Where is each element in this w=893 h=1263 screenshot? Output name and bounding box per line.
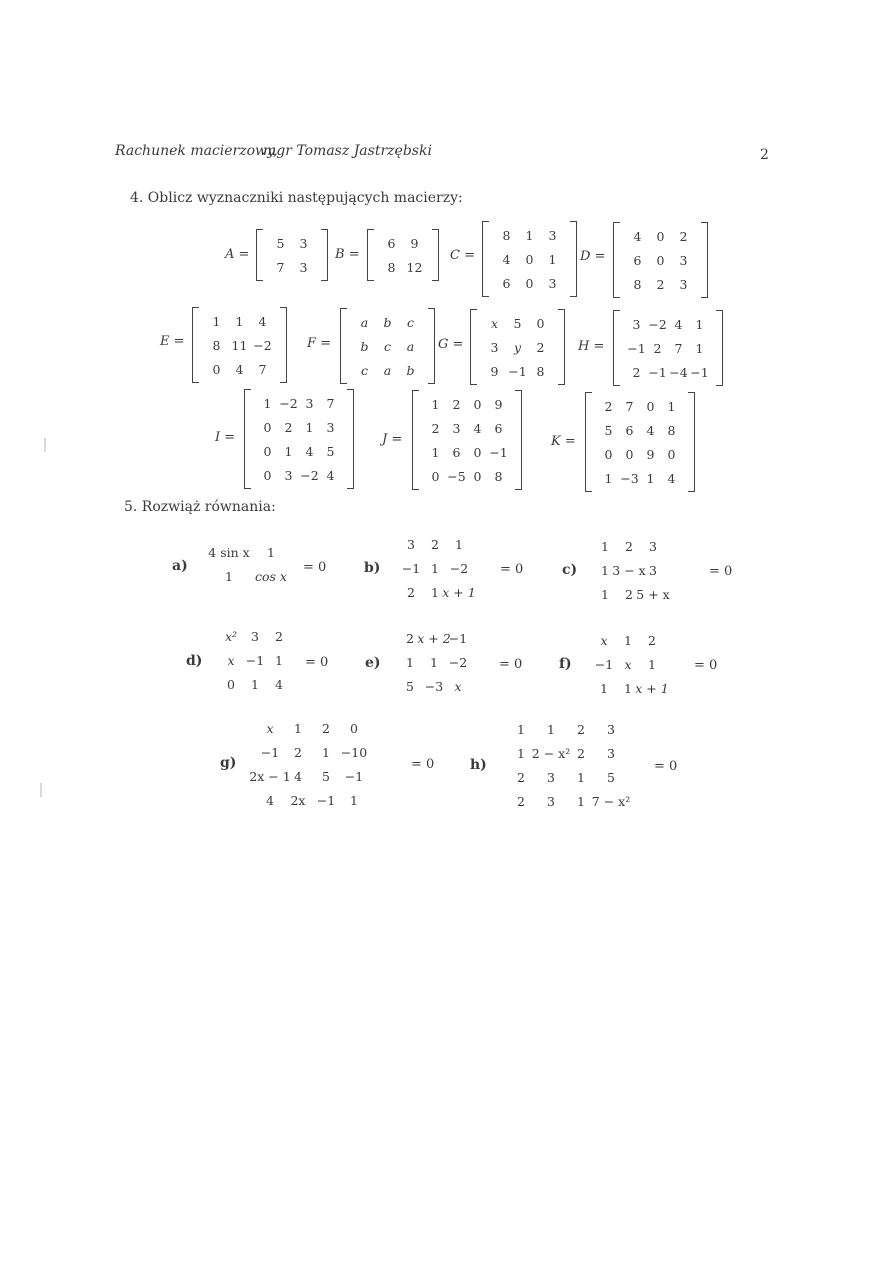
- matrix-entry: −1: [344, 768, 364, 784]
- matrix-entry: −1: [401, 560, 421, 576]
- matrix-entry: −2: [279, 395, 298, 411]
- matrix-label-a: A =: [225, 247, 250, 262]
- matrix-entries: [477, 309, 558, 385]
- matrix-entry: 2: [577, 745, 585, 761]
- matrix-entry: 6: [494, 420, 503, 436]
- matrix-entry: −1: [489, 444, 508, 460]
- matrix-entry: −10: [340, 744, 368, 760]
- matrix-entry: 9: [494, 396, 503, 412]
- matrix-entry: 1: [267, 544, 275, 560]
- matrix-entry: 6: [502, 275, 511, 291]
- matrix-entry: 0: [431, 468, 440, 484]
- bracket-left: [412, 390, 419, 490]
- matrix-g: [470, 309, 565, 385]
- matrix-entry: 9: [490, 363, 499, 379]
- matrix-entry: 3: [407, 536, 415, 552]
- matrix-entry: 1: [577, 769, 585, 785]
- matrix-entry: 9: [646, 446, 655, 462]
- equation-label-b: b): [364, 560, 381, 576]
- matrix-entry: x + 2: [417, 630, 451, 646]
- matrix-entry: 3: [548, 275, 557, 291]
- matrix-entry: 2: [632, 364, 641, 380]
- bracket-left: [340, 308, 347, 384]
- bracket-left: [256, 229, 263, 281]
- matrix-entry: 3: [251, 628, 259, 644]
- matrix-entry: 4: [473, 420, 482, 436]
- matrix-entry: x + 1: [442, 584, 476, 600]
- matrix-label-e: E =: [160, 334, 185, 349]
- matrix-entries: [347, 308, 428, 384]
- matrix-entry: 3: [305, 395, 314, 411]
- matrix-entry: 2: [536, 339, 545, 355]
- matrix-entry: 4: [235, 361, 244, 377]
- bracket-right: [515, 390, 522, 490]
- matrix-entries: [489, 221, 570, 297]
- matrix-entries: [393, 530, 477, 606]
- matrix-entry: 8: [536, 363, 545, 379]
- matrix-entry: 4: [258, 313, 267, 329]
- equation-label-h: h): [470, 757, 487, 773]
- matrix-entries: [620, 222, 701, 298]
- matrix-entry: 3 − x: [612, 562, 646, 578]
- matrix-entry: 4: [667, 470, 676, 486]
- matrix-entry: 12: [406, 259, 423, 275]
- matrix-entries: [251, 389, 347, 489]
- matrix-entry: 8: [667, 422, 676, 438]
- matrix-entry: 0: [525, 251, 534, 267]
- matrix-entry: 4: [305, 443, 314, 459]
- bracket-left: [482, 221, 489, 297]
- matrix-entry: −1: [316, 792, 336, 808]
- matrix-entry: 9: [410, 235, 419, 251]
- task5-heading: 5. Rozwiąż równania:: [124, 499, 276, 515]
- matrix-entry: 4: [674, 316, 683, 332]
- matrix-entry: 1: [275, 652, 283, 668]
- bracket-right: [428, 308, 435, 384]
- matrix-entry: 1: [667, 398, 676, 414]
- matrix-entry: 0: [263, 467, 272, 483]
- matrix-entry: x: [490, 315, 499, 331]
- matrix-entry: 3: [452, 420, 461, 436]
- equals-zero: = 0: [694, 658, 718, 673]
- matrix-entry: 1: [430, 654, 438, 670]
- matrix-entry: 4 sin x: [208, 544, 250, 560]
- bracket-right: [432, 229, 439, 281]
- determinant-h: [500, 715, 632, 815]
- matrix-entry: 0: [473, 396, 482, 412]
- matrix-entry: 1: [431, 560, 439, 576]
- matrix-entry: 5: [322, 768, 330, 784]
- matrix-entry: 0: [525, 275, 534, 291]
- matrix-entry: 1: [431, 396, 440, 412]
- matrix-entry: 1: [225, 568, 233, 584]
- bracket-left: [192, 307, 199, 383]
- matrix-entry: 1: [212, 313, 221, 329]
- matrix-entry: 1: [525, 227, 534, 243]
- equation-label-e: e): [365, 655, 381, 671]
- matrix-entry: b: [383, 314, 392, 330]
- matrix-entry: 1: [284, 443, 293, 459]
- matrix-entry: 8: [502, 227, 511, 243]
- matrix-entry: −2: [448, 654, 468, 670]
- equation-label-f: f): [559, 656, 572, 672]
- matrix-entry: 0: [227, 676, 235, 692]
- scan-mark: [40, 783, 42, 797]
- determinant-g: [250, 714, 374, 814]
- matrix-entry: c: [360, 362, 368, 378]
- bracket-right: [558, 309, 565, 385]
- matrix-entry: 2: [431, 420, 440, 436]
- determinant-f: [586, 626, 670, 702]
- matrix-entry: 3: [299, 235, 308, 251]
- matrix-label-c: C =: [450, 248, 475, 263]
- matrix-entries: [392, 624, 476, 700]
- matrix-entry: 1: [431, 584, 439, 600]
- matrix-entry: x: [624, 656, 632, 672]
- matrix-entry: 1: [600, 680, 608, 696]
- matrix-entry: 6: [452, 444, 461, 460]
- matrix-entry: 2x − 1: [249, 768, 291, 784]
- matrix-entry: 8: [494, 468, 503, 484]
- bracket-left: [613, 310, 620, 386]
- matrix-a: [256, 229, 328, 281]
- matrix-entry: 5: [513, 315, 522, 331]
- matrix-entry: 2: [431, 536, 439, 552]
- matrix-entry: 1: [350, 792, 358, 808]
- matrix-entry: 0: [625, 446, 634, 462]
- matrix-entry: x: [266, 720, 274, 736]
- matrix-entry: 0: [473, 444, 482, 460]
- bracket-left: [367, 229, 374, 281]
- matrix-label-h: H =: [578, 339, 605, 354]
- matrix-label-f: F =: [307, 336, 332, 351]
- matrix-entry: 0: [263, 443, 272, 459]
- matrix-entry: 7: [276, 259, 285, 275]
- equals-zero: = 0: [305, 655, 329, 670]
- matrix-entry: −2: [449, 560, 469, 576]
- matrix-entries: [213, 622, 297, 698]
- matrix-entry: 3: [284, 467, 293, 483]
- matrix-entry: 2x: [290, 792, 306, 808]
- matrix-entry: x: [454, 678, 462, 694]
- matrix-entry: −2: [300, 467, 319, 483]
- matrix-entry: 1: [624, 680, 632, 696]
- equation-label-a: a): [172, 558, 188, 574]
- matrix-entry: 3: [548, 227, 557, 243]
- matrix-b: [367, 229, 439, 281]
- equals-zero: = 0: [303, 560, 327, 575]
- matrix-entry: 1: [305, 419, 314, 435]
- matrix-entry: 2: [577, 721, 585, 737]
- matrix-entry: 0: [656, 228, 665, 244]
- matrix-entry: 2: [275, 628, 283, 644]
- matrix-entry: 11: [231, 337, 248, 353]
- scan-mark: [44, 438, 46, 452]
- matrix-entry: 1: [577, 793, 585, 809]
- matrix-entry: 1: [601, 562, 609, 578]
- matrix-entry: 4: [502, 251, 511, 267]
- document-title: Rachunek macierzowy,: [115, 143, 278, 159]
- matrix-entries: [592, 392, 688, 492]
- matrix-entry: 0: [667, 446, 676, 462]
- matrix-entry: 2 − x²: [531, 745, 571, 761]
- matrix-entry: 2: [648, 632, 656, 648]
- bracket-right: [347, 389, 354, 489]
- bracket-right: [570, 221, 577, 297]
- matrix-entry: 1: [646, 470, 655, 486]
- matrix-entry: 3: [547, 793, 555, 809]
- matrix-entry: a: [406, 338, 415, 354]
- matrix-entry: 4: [294, 768, 302, 784]
- matrix-entry: −1: [245, 652, 265, 668]
- matrix-entry: 7: [258, 361, 267, 377]
- matrix-e: [192, 307, 287, 383]
- equals-zero: = 0: [709, 564, 733, 579]
- matrix-entry: 2: [406, 630, 414, 646]
- matrix-label-j: J =: [382, 432, 403, 447]
- matrix-entry: 5: [607, 769, 615, 785]
- matrix-entry: x + 1: [635, 680, 669, 696]
- matrix-entry: 3: [607, 721, 615, 737]
- matrix-entry: 1: [322, 744, 330, 760]
- bracket-right: [321, 229, 328, 281]
- matrix-entry: 1: [695, 340, 704, 356]
- matrix-entry: 0: [656, 252, 665, 268]
- matrix-entry: 5: [604, 422, 613, 438]
- matrix-entry: 1: [601, 538, 609, 554]
- matrix-entry: 3: [607, 745, 615, 761]
- matrix-entries: [199, 307, 280, 383]
- equation-label-g: g): [220, 755, 237, 771]
- bracket-right: [280, 307, 287, 383]
- matrix-entry: 1: [235, 313, 244, 329]
- matrix-entry: b: [360, 338, 369, 354]
- matrix-entry: 1: [517, 745, 525, 761]
- matrix-entry: 7: [674, 340, 683, 356]
- determinant-e: [392, 624, 476, 700]
- matrix-entry: b: [406, 362, 415, 378]
- matrix-entry: 5: [276, 235, 285, 251]
- matrix-entry: 0: [536, 315, 545, 331]
- matrix-entry: 5: [406, 678, 414, 694]
- determinant-b: [393, 530, 477, 606]
- matrix-entry: 1: [604, 470, 613, 486]
- matrix-entry: −4: [669, 364, 688, 380]
- matrix-entry: 8: [633, 276, 642, 292]
- matrix-entry: 2: [604, 398, 613, 414]
- matrix-entry: a: [360, 314, 369, 330]
- matrix-entry: 2: [517, 793, 525, 809]
- matrix-c: [482, 221, 577, 297]
- equals-zero: = 0: [654, 759, 678, 774]
- matrix-entry: 5: [326, 443, 335, 459]
- determinant-a: [202, 538, 298, 590]
- determinant-d: [213, 622, 297, 698]
- matrix-entry: 1: [695, 316, 704, 332]
- bracket-left: [470, 309, 477, 385]
- matrix-entry: −1: [627, 340, 646, 356]
- bracket-right: [688, 392, 695, 492]
- matrix-entry: 2: [625, 586, 633, 602]
- matrix-entry: 2: [625, 538, 633, 554]
- matrix-entry: −2: [253, 337, 272, 353]
- bracket-right: [716, 310, 723, 386]
- matrix-entry: −1: [648, 364, 667, 380]
- matrix-j: [412, 390, 522, 490]
- matrix-entry: 7: [625, 398, 634, 414]
- matrix-entry: 3: [679, 276, 688, 292]
- matrix-h: [613, 310, 723, 386]
- matrix-entry: 1: [601, 586, 609, 602]
- matrix-entry: 2: [452, 396, 461, 412]
- matrix-entry: x²: [224, 628, 238, 644]
- matrix-entry: 1: [517, 721, 525, 737]
- matrix-entry: 0: [350, 720, 358, 736]
- matrix-entry: 1: [547, 721, 555, 737]
- matrix-entry: 1: [548, 251, 557, 267]
- matrix-entry: 3: [632, 316, 641, 332]
- matrix-entry: 3: [299, 259, 308, 275]
- matrix-d: [613, 222, 708, 298]
- determinant-c: [587, 532, 671, 608]
- matrix-entry: 6: [625, 422, 634, 438]
- matrix-entries: [587, 532, 671, 608]
- bracket-right: [701, 222, 708, 298]
- matrix-entry: 2: [407, 584, 415, 600]
- matrix-entry: 3: [326, 419, 335, 435]
- matrix-entry: 3: [649, 562, 657, 578]
- bracket-left: [244, 389, 251, 489]
- matrix-f: [340, 308, 435, 384]
- matrix-entries: [586, 626, 670, 702]
- matrix-label-d: D =: [580, 249, 606, 264]
- matrix-entry: 1: [251, 676, 259, 692]
- matrix-entry: 1: [406, 654, 414, 670]
- matrix-entry: −3: [620, 470, 639, 486]
- matrix-entry: −1: [260, 744, 280, 760]
- matrix-entry: −1: [448, 630, 468, 646]
- matrix-entry: cos x: [255, 568, 287, 584]
- matrix-entry: 4: [633, 228, 642, 244]
- author-name: mgr Tomasz Jastrzębski: [263, 143, 432, 159]
- matrix-entry: c: [383, 338, 391, 354]
- matrix-entry: 2: [517, 769, 525, 785]
- equals-zero: = 0: [500, 562, 524, 577]
- matrix-i: [244, 389, 354, 489]
- matrix-entry: 2: [322, 720, 330, 736]
- matrix-entry: 1: [263, 395, 272, 411]
- matrix-entry: 6: [387, 235, 396, 251]
- matrix-entry: c: [406, 314, 414, 330]
- task4-heading: 4. Oblicz wyznaczniki następujących macierzy:: [130, 190, 463, 206]
- matrix-label-g: G =: [438, 337, 464, 352]
- matrix-entry: 3: [490, 339, 499, 355]
- matrix-entry: 7 − x²: [591, 793, 631, 809]
- matrix-entry: 5 + x: [636, 586, 670, 602]
- matrix-entry: 4: [275, 676, 283, 692]
- matrix-entry: −1: [594, 656, 614, 672]
- matrix-entry: 3: [547, 769, 555, 785]
- matrix-entry: 1: [648, 656, 656, 672]
- matrix-entry: 1: [624, 632, 632, 648]
- matrix-entry: 1: [431, 444, 440, 460]
- matrix-k: [585, 392, 695, 492]
- matrix-entry: −3: [424, 678, 444, 694]
- matrix-entry: 0: [212, 361, 221, 377]
- matrix-entry: 8: [387, 259, 396, 275]
- matrix-entry: −5: [447, 468, 466, 484]
- matrix-label-i: I =: [215, 430, 236, 445]
- equation-label-d: d): [186, 653, 203, 669]
- matrix-entry: 6: [633, 252, 642, 268]
- matrix-entry: 0: [604, 446, 613, 462]
- matrix-entry: 1: [294, 720, 302, 736]
- matrix-entry: 4: [266, 792, 274, 808]
- matrix-entry: 1: [455, 536, 463, 552]
- page-number: 2: [760, 147, 769, 163]
- matrix-entry: 2: [656, 276, 665, 292]
- matrix-entry: 0: [473, 468, 482, 484]
- equals-zero: = 0: [411, 757, 435, 772]
- matrix-label-k: K =: [551, 434, 576, 449]
- matrix-entry: y: [513, 339, 522, 355]
- matrix-entry: −2: [648, 316, 667, 332]
- matrix-entry: 2: [284, 419, 293, 435]
- matrix-entry: 0: [646, 398, 655, 414]
- matrix-entries: [620, 310, 716, 386]
- matrix-entries: [419, 390, 515, 490]
- matrix-entries: [263, 229, 321, 281]
- matrix-entry: x: [600, 632, 608, 648]
- matrix-entry: a: [383, 362, 392, 378]
- matrix-entry: 2: [679, 228, 688, 244]
- matrix-entry: x: [227, 652, 235, 668]
- matrix-entry: −1: [690, 364, 709, 380]
- matrix-entries: [374, 229, 432, 281]
- equals-zero: = 0: [499, 657, 523, 672]
- matrix-entries: [500, 715, 632, 815]
- matrix-entry: −1: [508, 363, 527, 379]
- matrix-entry: 3: [679, 252, 688, 268]
- matrix-entry: 2: [653, 340, 662, 356]
- equation-label-c: c): [562, 562, 578, 578]
- matrix-entry: 7: [326, 395, 335, 411]
- matrix-entry: 8: [212, 337, 221, 353]
- matrix-entry: 4: [326, 467, 335, 483]
- matrix-entry: 2: [294, 744, 302, 760]
- matrix-entries: [250, 714, 374, 814]
- matrix-entry: 3: [649, 538, 657, 554]
- matrix-entry: 4: [646, 422, 655, 438]
- matrix-entry: 0: [263, 419, 272, 435]
- bracket-left: [613, 222, 620, 298]
- bracket-left: [585, 392, 592, 492]
- matrix-entries: [202, 538, 298, 590]
- matrix-label-b: B =: [335, 247, 360, 262]
